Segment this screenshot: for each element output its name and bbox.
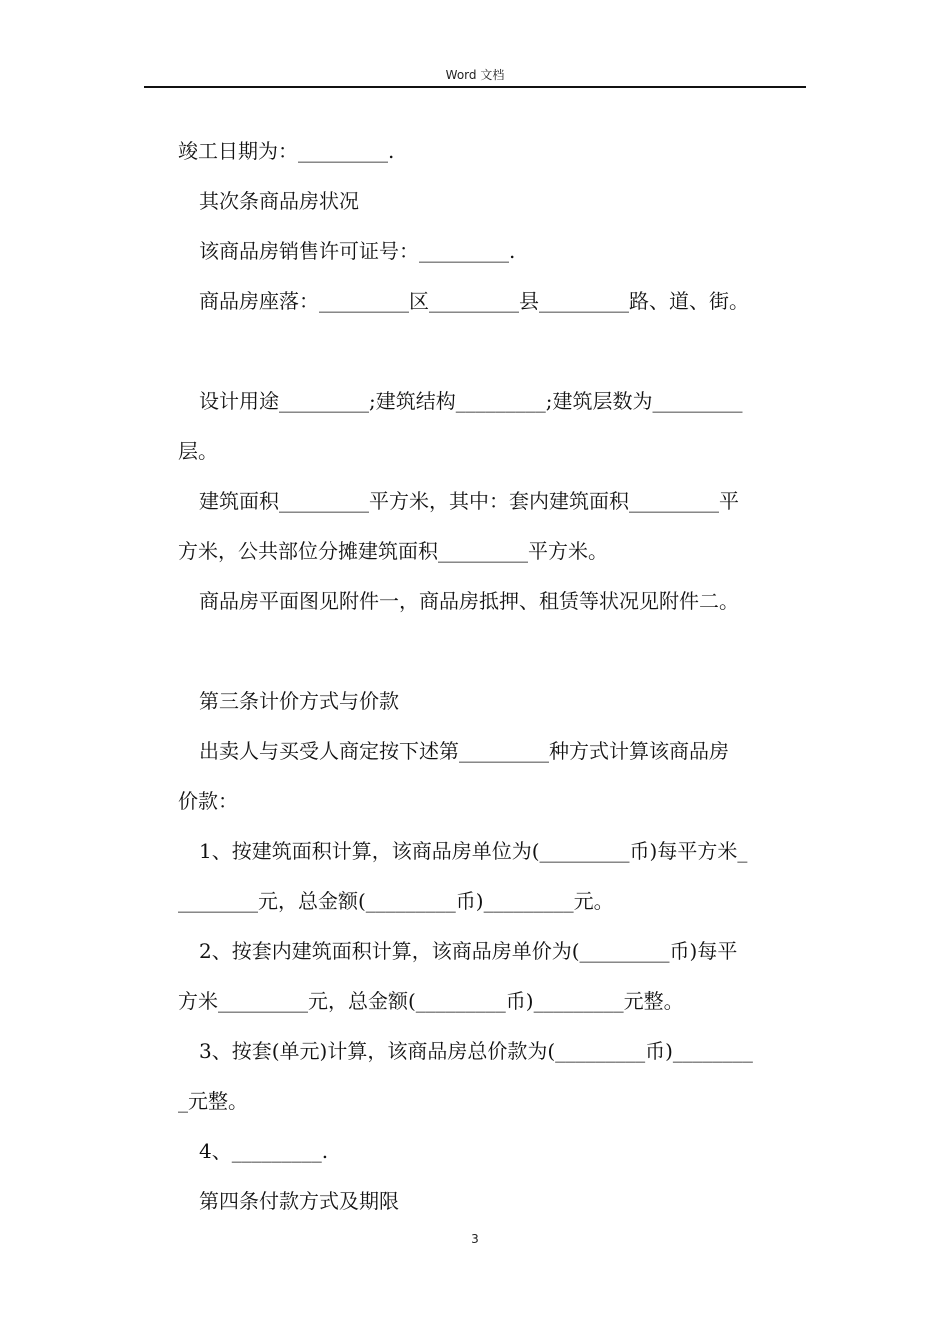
page-number: 3 bbox=[471, 1232, 479, 1246]
page-header: Word 文档 bbox=[445, 68, 505, 82]
pricing-method-line-continued: 价款： bbox=[178, 789, 238, 813]
pricing-option-3-line-continued: _元整。 bbox=[178, 1089, 248, 1113]
pricing-option-1-line-continued: ________元，总金额(_________币)_________元。 bbox=[178, 889, 614, 913]
document-body bbox=[178, 126, 808, 1226]
pricing-option-2-line-continued: 方米_________元，总金额(_________币)_________元整。 bbox=[178, 989, 684, 1013]
paragraph-spacer bbox=[178, 326, 808, 376]
design-use-line: 设计用途_________;建筑结构_________;建筑层数为_________ bbox=[199, 389, 743, 413]
pricing-option-4-line: 4、_________. bbox=[199, 1139, 329, 1163]
design-use-line-continued: 层。 bbox=[178, 439, 218, 463]
pricing-option-1-line: 1、按建筑面积计算，该商品房单位为(_________币)每平方米_ bbox=[199, 839, 748, 863]
header-divider bbox=[144, 86, 806, 88]
article-two-heading: 其次条商品房状况 bbox=[199, 189, 359, 213]
article-three-heading: 第三条计价方式与价款 bbox=[199, 689, 399, 713]
completion-date-line: 竣工日期为：_________. bbox=[178, 139, 395, 163]
article-four-heading: 第四条付款方式及期限 bbox=[199, 1189, 399, 1213]
pricing-option-3-line: 3、按套(单元)计算，该商品房总价款为(_________币)________ bbox=[199, 1039, 753, 1063]
building-area-line: 建筑面积_________平方米，其中：套内建筑面积_________平 bbox=[199, 489, 739, 513]
property-location-line: 商品房座落：_________区_________县_________路、道、街。 bbox=[199, 289, 749, 313]
floor-plan-annex-line: 商品房平面图见附件一，商品房抵押、租赁等状况见附件二。 bbox=[199, 589, 739, 613]
pricing-option-2-line: 2、按套内建筑面积计算，该商品房单价为(_________币)每平 bbox=[199, 939, 738, 963]
paragraph-spacer bbox=[178, 626, 808, 676]
building-area-line-continued: 方米，公共部位分摊建筑面积_________平方米。 bbox=[178, 539, 608, 563]
sales-permit-line: 该商品房销售许可证号：_________. bbox=[199, 239, 516, 263]
pricing-method-line: 出卖人与买受人商定按下述第_________种方式计算该商品房 bbox=[199, 739, 729, 763]
